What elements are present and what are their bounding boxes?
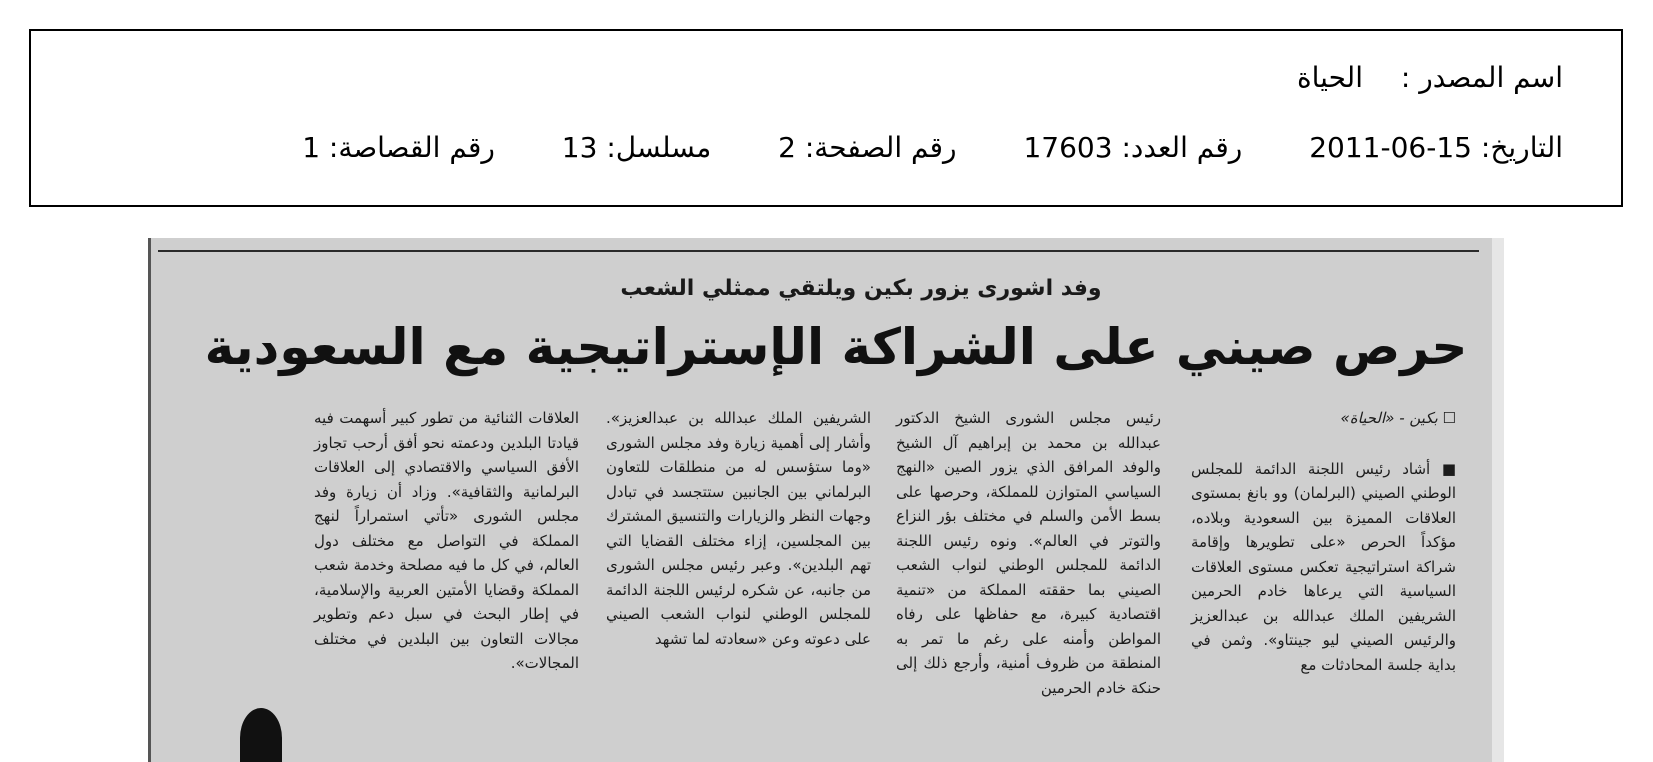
newspaper-clipping — [148, 238, 1504, 762]
column-text: الشريفين الملك عبدالله بن عبدالعزيز». وأشار إلى أهمية زيارة وفد مجلس الشورى «وما ستؤسس له من منطلقات للتعاون البرلماني بين الجانبين ستتجسد في تبادل وجهات النظر والزيارات والتنسيق المشترك بين المجلسين، إزاء مختلف القضايا التي تهم البلدين». وعبر رئيس مجلس الشورى من جانبه، عن شكره لرئيس اللجنة الدائمة للمجلس الوطني لنواب الشعب الصيني على دعوته وعن «سعادته لما تشهد — [606, 409, 871, 648]
clip-number: رقم القصاصة: 1 — [302, 131, 495, 164]
source-info-box — [29, 29, 1623, 207]
publication-details-row — [302, 131, 1563, 164]
article-dateline: ☐ بكين - «الحياة» — [1340, 409, 1456, 427]
article-headline: حرص صيني على الشراكة الإستراتيجية مع السعودية — [204, 318, 1468, 376]
page-number: رقم الصفحة: 2 — [778, 131, 957, 164]
source-row — [1297, 61, 1563, 94]
issue-number: رقم العدد: 17603 — [1023, 131, 1243, 164]
source-value: الحياة — [1296, 61, 1363, 94]
article-subhead: وفد اشورى يزور بكين ويلتقي ممثلي الشعب — [620, 276, 1102, 301]
clip-edge-shadow — [148, 238, 151, 762]
source-label: اسم المصدر : — [1400, 61, 1563, 94]
clip-top-rule — [158, 250, 1479, 252]
column-text: رئيس مجلس الشورى الشيخ الدكتور عبدالله بن محمد بن إبراهيم آل الشيخ والوفد المرافق الذي يزور الصين «النهج السياسي المتوازن للمملكة، وحرصها على بسط الأمن والسلم في مختلف بؤر النزاع والتوتر في العالم». ونوه رئيس اللجنة الدائمة للمجلس الوطني لنواب الشعب الصيني بما حققته المملكة من «تنمية اقتصادية كبيرة، مع حفاظها على رفاه المواطن وأمنه على رغم ما تمر به المنطقة من ظروف أمنية، وأرجع ذلك إلى حنكة خادم الحرمين — [896, 409, 1161, 697]
article-column-1 — [1191, 406, 1456, 677]
article-column-3 — [606, 406, 871, 651]
photo-fragment — [240, 708, 282, 762]
column-text: ■ أشاد رئيس اللجنة الدائمة للمجلس الوطني الصيني (البرلمان) وو بانغ بمستوى العلاقات المميزة بين السعودية وبلاده، مؤكداً الحرص «على تطويرها وإقامة شراكة استراتيجية تعكس مستوى العلاقات السياسية التي يرعاها خادم الحرمين الشريفين الملك عبدالله بن عبدالعزيز والرئيس الصيني ليو جينتاو». وثمن في بداية جلسة المحادثات مع — [1191, 459, 1456, 674]
serial-number: مسلسل: 13 — [561, 131, 712, 164]
date-field: التاريخ: 15-06-2011 — [1309, 131, 1563, 164]
article-column-2 — [896, 406, 1161, 700]
article-column-4 — [314, 406, 579, 676]
clip-edge-light — [1492, 238, 1504, 762]
column-text: العلاقات الثنائية من تطور كبير أسهمت فيه قيادتا البلدين ودعمته نحو أفق أرحب تجاوز الأفق السياسي والاقتصادي إلى العلاقات البرلمانية والثقافية». وزاد أن زيارة وفد مجلس الشورى «تأتي استمراراً لنهج المملكة في التواصل مع مختلف دول العالم، في كل ما فيه مصلحة وخدمة شعب المملكة وقضايا الأمتين العربية والإسلامية، في إطار البحث في سبل دعم وتطوير مجالات التعاون بين البلدين في مختلف المجالات». — [314, 409, 579, 672]
